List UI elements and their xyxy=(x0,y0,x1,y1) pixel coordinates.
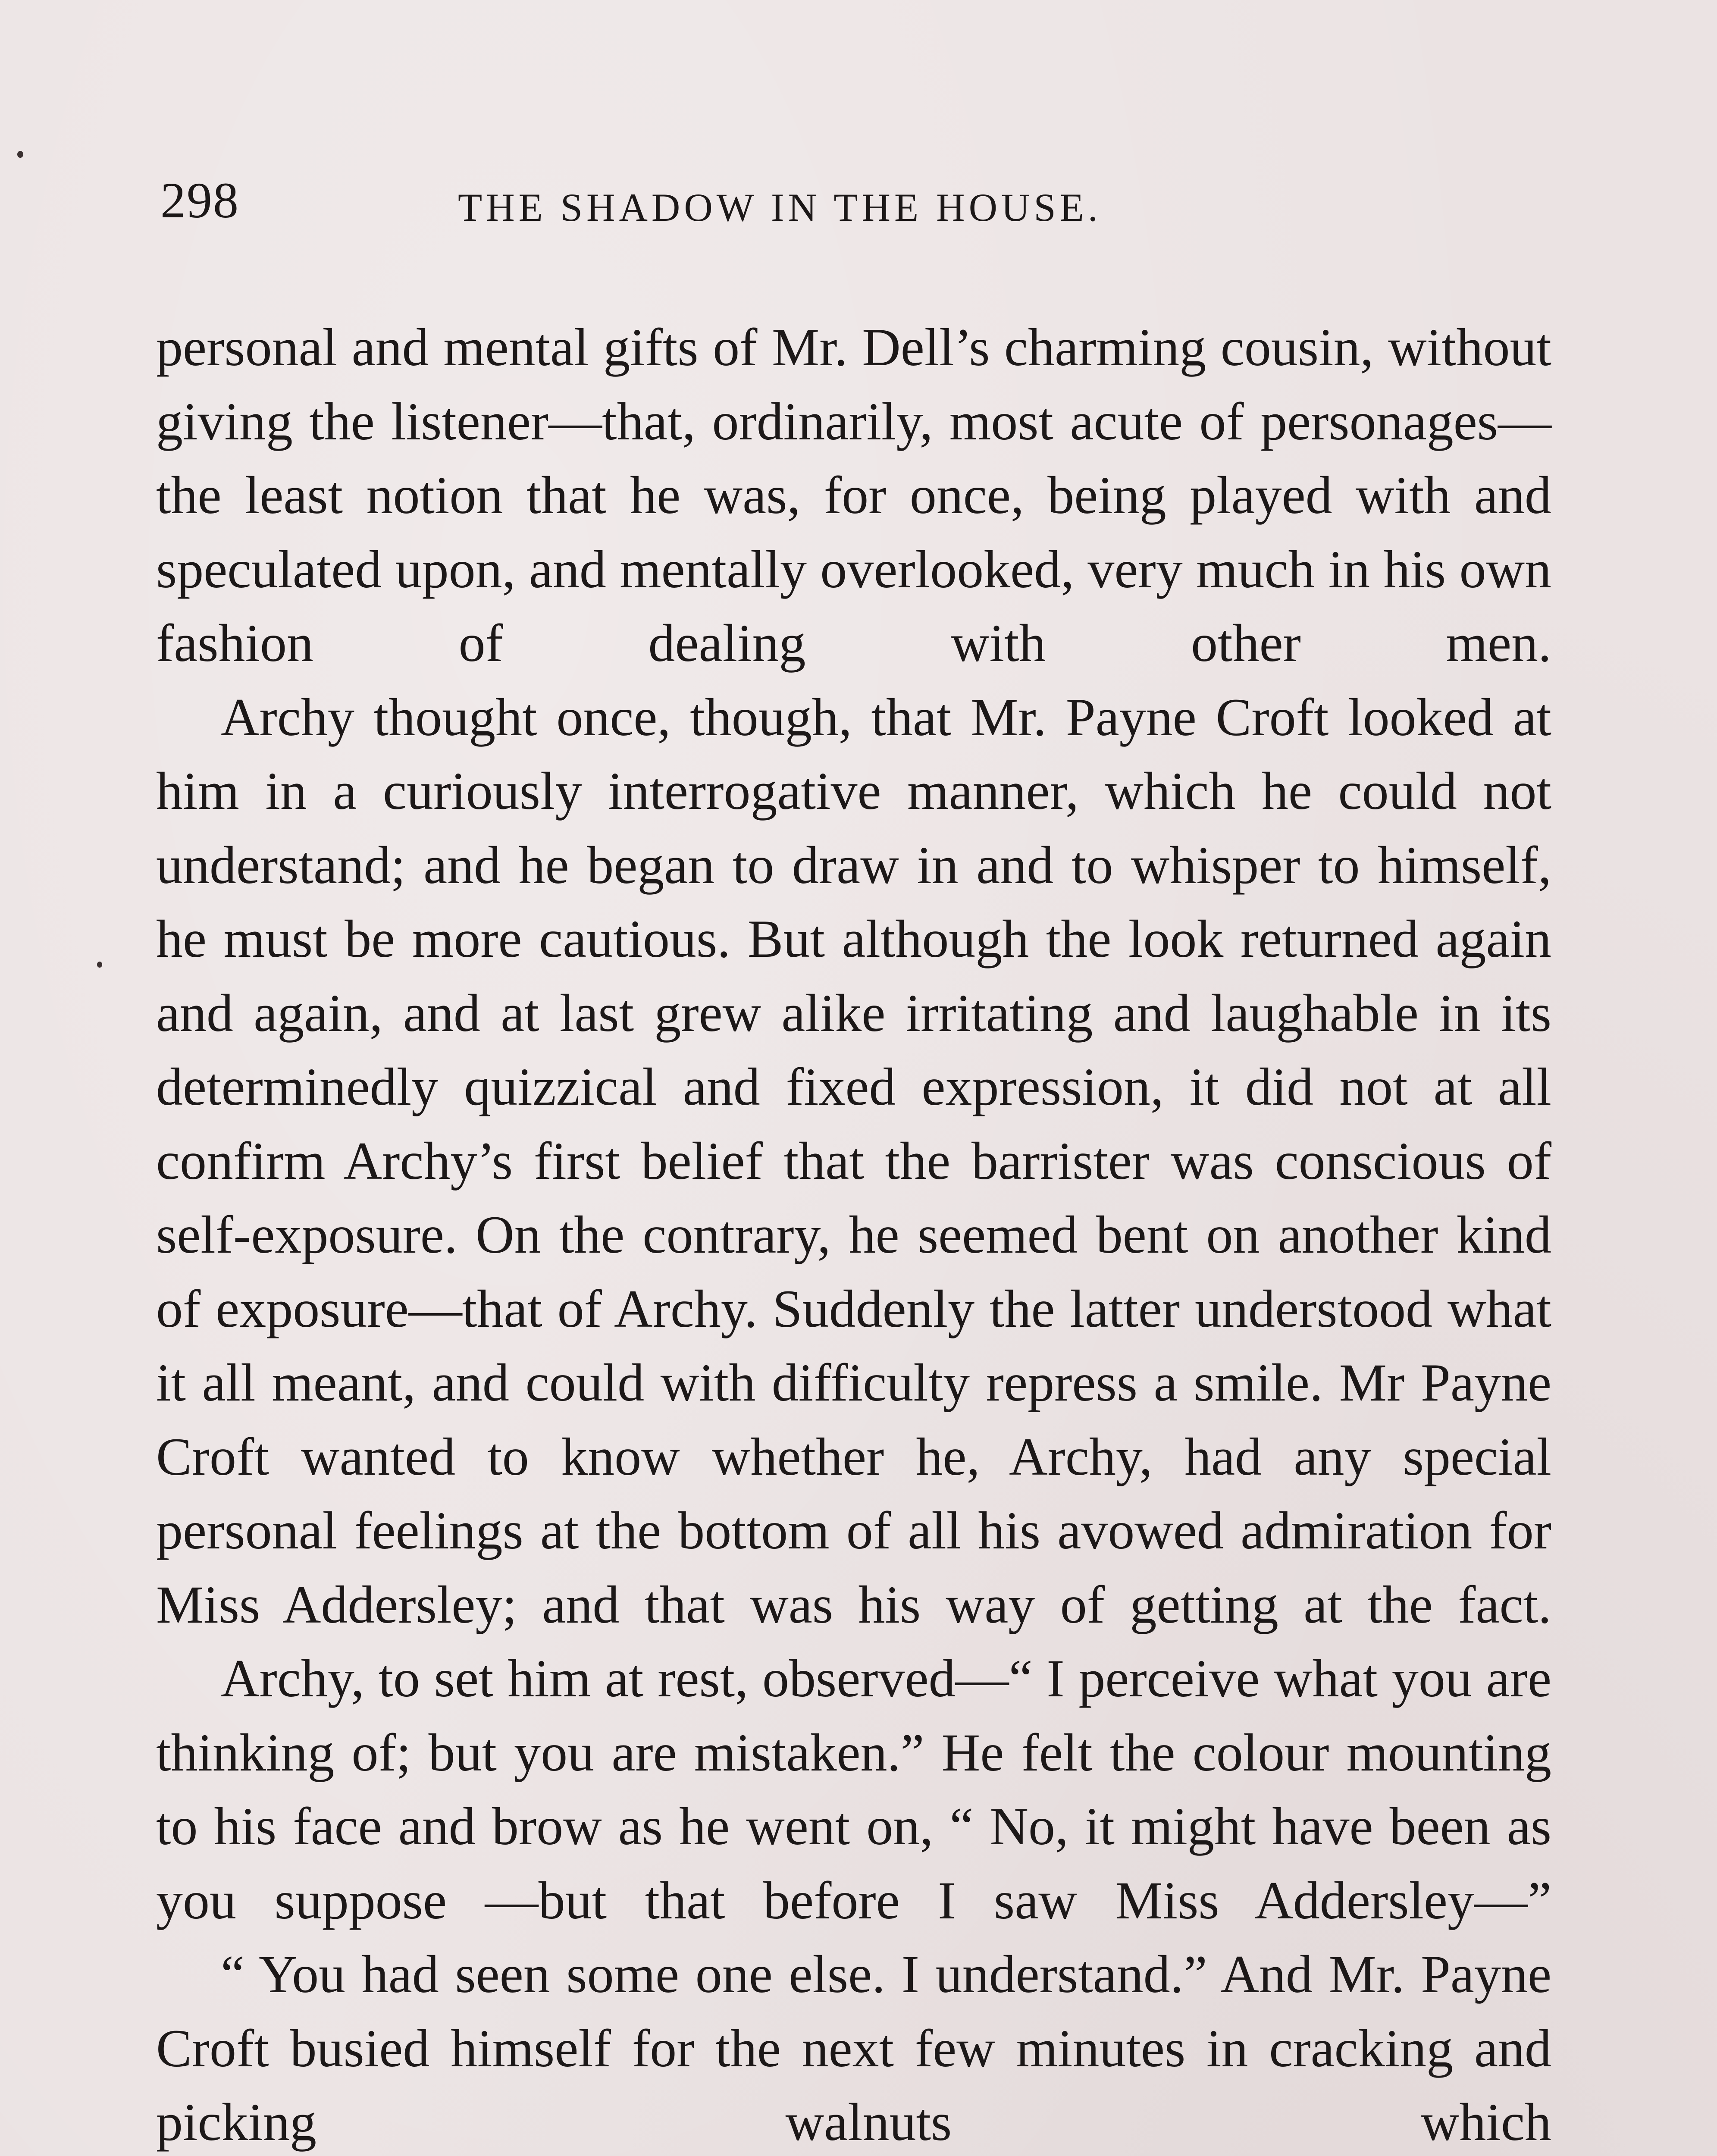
paper-speck xyxy=(97,962,102,968)
paragraph: Archy, to set him at rest, observed—“ I perceive what you are thinking of; but you are mistaken.” He felt the colour mounting to his face and brow as he went on, “ No, it might have been as you suppose —but that before I saw Miss Addersley—” xyxy=(156,1649,1551,1930)
paragraph: Archy thought once, though, that Mr. Payne Croft looked at him in a curiously interrogative manner, which he could not understand; and he began to draw in and to whisper to himself, he must be more cautious. But although the look returned again and again, and at last grew alike irritating and laughable in its determinedly quizzical and fixed expression, it did not at all confirm Archy’s first belief that the barrister was conscious of self-exposure. On the contrary, he seemed bent on another kind of exposure—that of Archy. Suddenly the latter understood what it all meant, and could with difficulty repress a smile. Mr Payne Croft wanted to know whether he, Archy, had any special personal feelings at the bottom of all his avowed admiration for Miss Addersley; and that was his way of getting at the fact. xyxy=(156,687,1551,1634)
paper-speck xyxy=(17,151,23,158)
page-header xyxy=(160,166,1549,235)
paragraph-continuing: “ You had seen some one else. I understand.” And Mr. Payne Croft busied himself for the next few minutes in cracking and picking walnuts which xyxy=(156,1945,1551,2152)
running-head: THE SHADOW IN THE HOUSE. xyxy=(458,185,1102,229)
paragraph-continued: personal and mental gifts of Mr. Dell’s charming cousin, without giving the listener—that, ordinarily, most acute of personages—the least notion that he was, for once, being played with and speculated upon, and mentally overlooked, very much in his own fashion of dealing with other men. xyxy=(156,318,1551,673)
page-number: 298 xyxy=(160,172,239,229)
body-text xyxy=(156,310,1551,2156)
